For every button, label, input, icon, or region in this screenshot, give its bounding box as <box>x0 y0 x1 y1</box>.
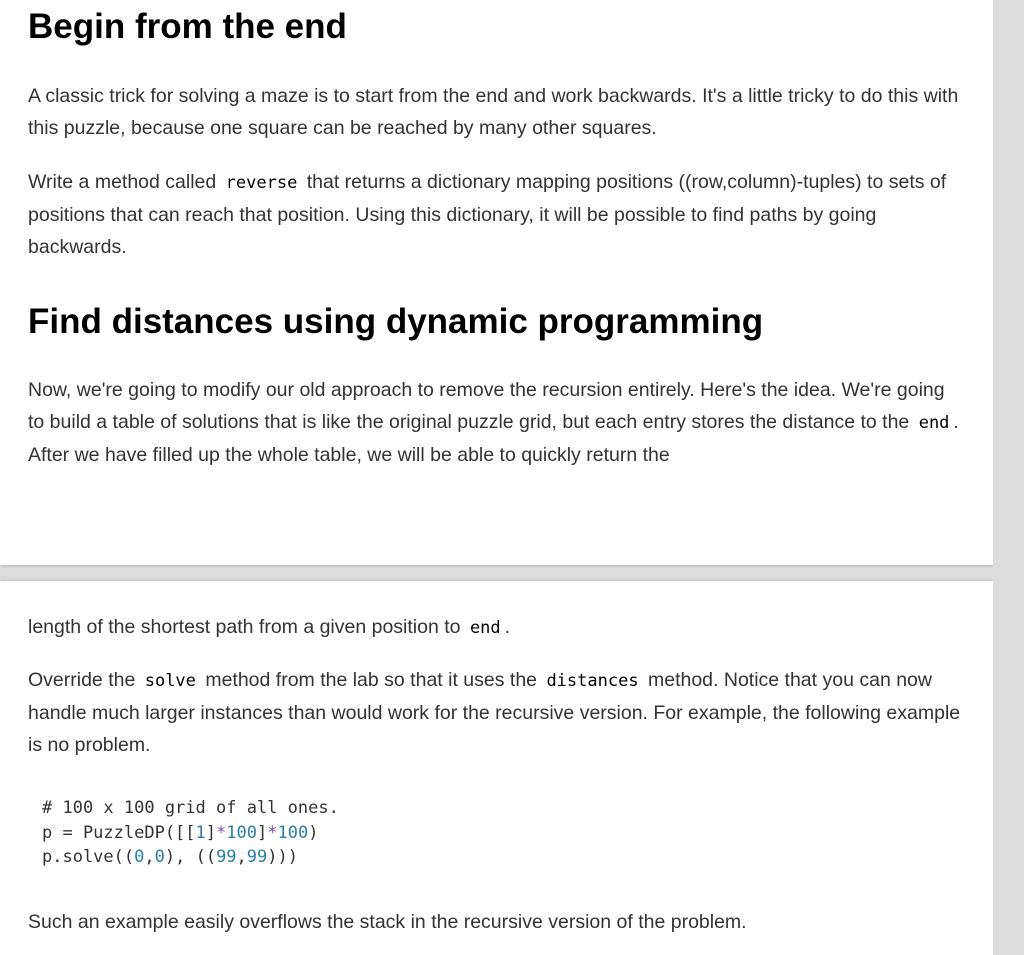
text-fragment: method. Notice that you can now handle much larger instances than would work for the recursive version. For example, the following example is no problem. <box>28 669 961 756</box>
paragraph-dp-idea-continued <box>28 611 965 644</box>
code-token: 100 <box>277 822 309 843</box>
page-bottom <box>0 581 993 955</box>
paragraph-dp-idea <box>28 374 965 471</box>
text-fragment: . <box>504 616 511 638</box>
code-block-example <box>42 796 965 870</box>
text-fragment: method from the lab so that it uses the <box>199 669 543 691</box>
code-token: 1 <box>195 822 206 843</box>
code-reverse: reverse <box>225 173 298 193</box>
code-token: ] <box>257 822 268 843</box>
paragraph-maze-trick: A classic trick for solving a maze is to start from the end and work backwards. It's a little tricky to do this with this puzzle, because one square can be reached by many other squares. <box>28 85 959 139</box>
text-fragment: length of the shortest path from a given position to <box>28 616 466 638</box>
code-token: 99 <box>216 847 237 867</box>
code-token: 0 <box>134 847 145 867</box>
code-token: 0 <box>154 847 165 867</box>
code-token: , <box>236 847 247 867</box>
page-gutter <box>993 0 1024 955</box>
code-token: * <box>267 822 278 843</box>
code-token: , <box>144 847 155 867</box>
code-end: end <box>918 413 950 433</box>
text-fragment: Now, we're going to modify our old approach to remove the recursion entirely. Here's the idea. We're going to build a table of solutions that is like the original puzzle grid, but each entry stores the distance to the <box>28 379 945 433</box>
heading-find-distances: Find distances using dynamic programming <box>28 302 764 341</box>
heading-begin-from-the-end: Begin from the end <box>28 7 347 46</box>
text-fragment: Override the <box>28 669 141 691</box>
paragraph-reverse-method <box>28 166 965 263</box>
code-line-comment: # 100 x 100 grid of all ones. <box>42 798 339 818</box>
code-token: ), (( <box>164 847 217 867</box>
code-end-2: end <box>469 618 501 638</box>
code-token: 100 <box>226 822 257 843</box>
code-token: p.solve(( <box>42 847 135 867</box>
paragraph-stack-overflow: Such an example easily overflows the stack in the recursive version of the problem. <box>28 911 747 933</box>
paragraph-override-solve <box>28 664 965 761</box>
code-token: ))) <box>267 847 298 867</box>
text-fragment: . After we have filled up the whole table, we will be able to quickly return the <box>28 411 959 466</box>
code-token: * <box>216 822 227 843</box>
text-fragment: that returns a dictionary mapping positions ((row,column)-tuples) to sets of positions that can reach that position. Using this dictionary, it will be possible to find paths by going backwards. <box>28 171 947 258</box>
text-fragment: Write a method called <box>28 171 222 193</box>
code-token: ] <box>205 822 217 843</box>
code-token: 99 <box>246 847 268 867</box>
code-distances: distances <box>546 671 639 691</box>
code-token: p = PuzzleDP([[ <box>42 822 196 843</box>
code-token: ) <box>308 822 319 843</box>
code-solve: solve <box>144 671 196 691</box>
